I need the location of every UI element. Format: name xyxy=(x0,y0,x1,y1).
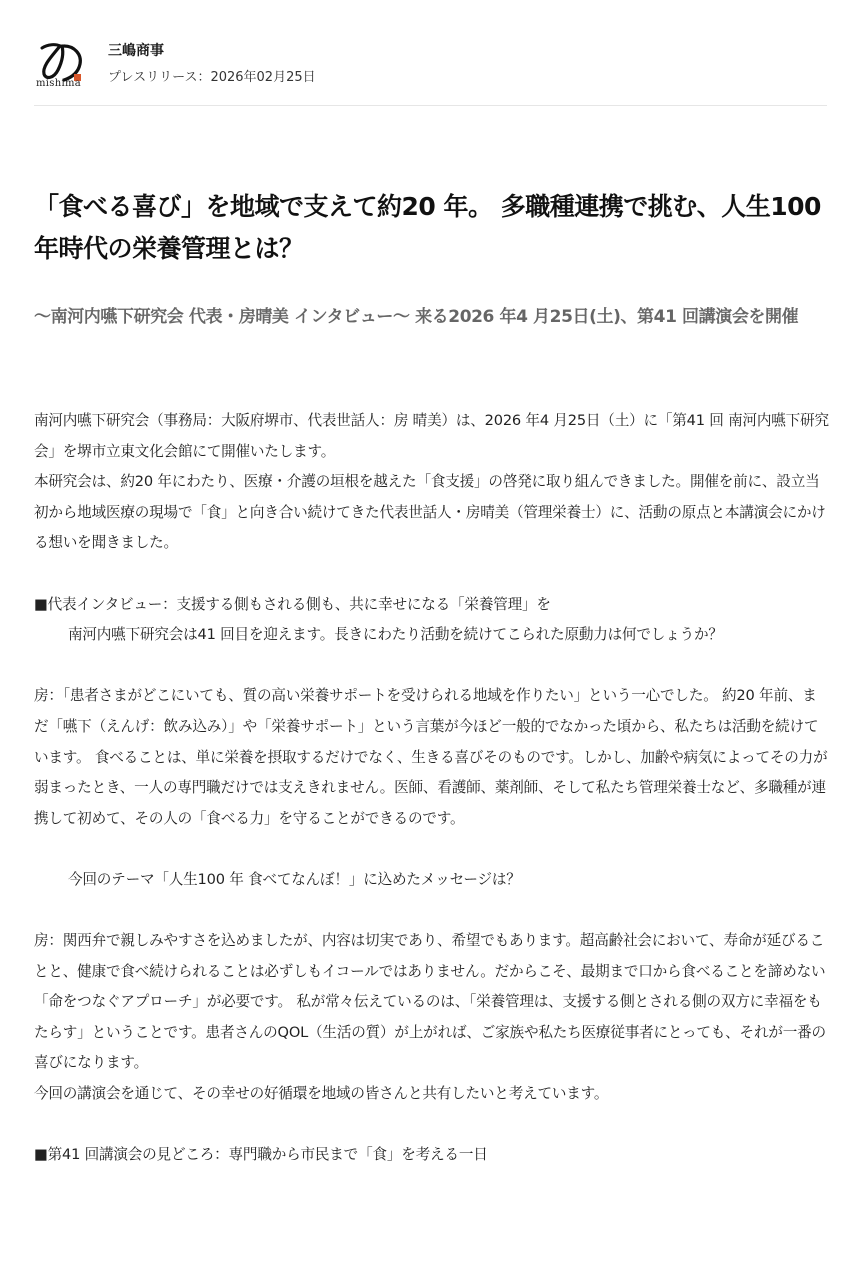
answer-2: 房：関西弁で親しみやすさを込めましたが、内容は切実であり、希望でもあります。超高齢社会において、寿命が延びることと、健康で食べ続けられることは必ずしもイコールではありません。だからこそ、最期まで口から食べることを諦めない「命をつなぐアプローチ」が必要です。 私が常々伝えているのは、「栄養管理は、支援する側とされる側の双方に幸福をもたらす」ということです。患者さんのQOL（生活の質）が上がれば、ご家族や私たち医療従事者にとっても、それが一番の喜びになります。 今回の講演会を通じて、その幸せの好循環を地域の皆さんと共有したいと考えています。 xyxy=(34,932,826,1103)
release-date: プレスリリース：2026年02月25日 xyxy=(108,70,316,85)
question-2: 今回のテーマ「人生100 年 食べてなんぼ！」に込めたメッセージは？ xyxy=(68,870,521,888)
article-title: 「食べる喜び」を地域で支えて約20 年。 多職種連携で挑む、人生100 年時代の栄養管理とは？ xyxy=(34,192,821,263)
spacer xyxy=(34,1110,830,1141)
company-name: 三嶋商事 xyxy=(108,43,164,59)
spacer xyxy=(34,834,830,865)
article-body xyxy=(34,406,830,1171)
spacer xyxy=(34,559,830,590)
section-heading-interview: ■代表インタビュー：支援する側もされる側も、共に幸せになる「栄養管理」を xyxy=(34,595,551,613)
answer-1: 房：「患者さまがどこにいても、質の高い栄養サポートを受けられる地域を作りたい」という一心でした。 約20 年前、まだ「嚥下（えんげ：飲み込み）」や「栄養サポート」という言葉が今ほど一般的でなかった頃から、私たちは活動を続けています。 食べることは、単に栄養を摂取するだけでなく、生きる喜びそのものです。しかし、加齢や病気によってその力が弱まったとき、一人の専門職だけでは支えきれません。医師、看護師、薬剤師、そして私たち管理栄養士など、多職種が連携して初めて、その人の「食べる力」を守ることができるのです。 xyxy=(34,687,828,827)
section-heading-highlights: ■第41 回講演会の見どころ：専門職から市民まで「食」を考える一日 xyxy=(34,1146,488,1164)
press-header xyxy=(34,28,827,106)
logo-wordmark: mishima xyxy=(36,78,81,89)
intro-paragraph: 南河内嚥下研究会（事務局：大阪府堺市、代表世話人：房 晴美）は、2026 年4 月25日（土）に「第41 回 南河内嚥下研究会」を堺市立東文化会館にて開催いたします。 本研究会は、約20 年にわたり、医療・介護の垣根を越えた「食支援」の啓発に取り組んできました。開催を前に、設立当初から地域医療の現場で「食」と向き合い続けてきた代表世話人・房晴美（管理栄養士）に、活動の原点と本講演会にかける想いを聞きました。 xyxy=(34,412,829,552)
spacer xyxy=(34,896,830,927)
question-1: 南河内嚥下研究会は41 回目を迎えます。長きにわたり活動を続けてこられた原動力は何でしょうか？ xyxy=(68,626,723,644)
article-subtitle: 〜南河内嚥下研究会 代表・房晴美 インタビュー〜 来る2026 年4 月25日(土)、第41 回講演会を開催 xyxy=(34,307,799,327)
spacer xyxy=(34,651,830,682)
